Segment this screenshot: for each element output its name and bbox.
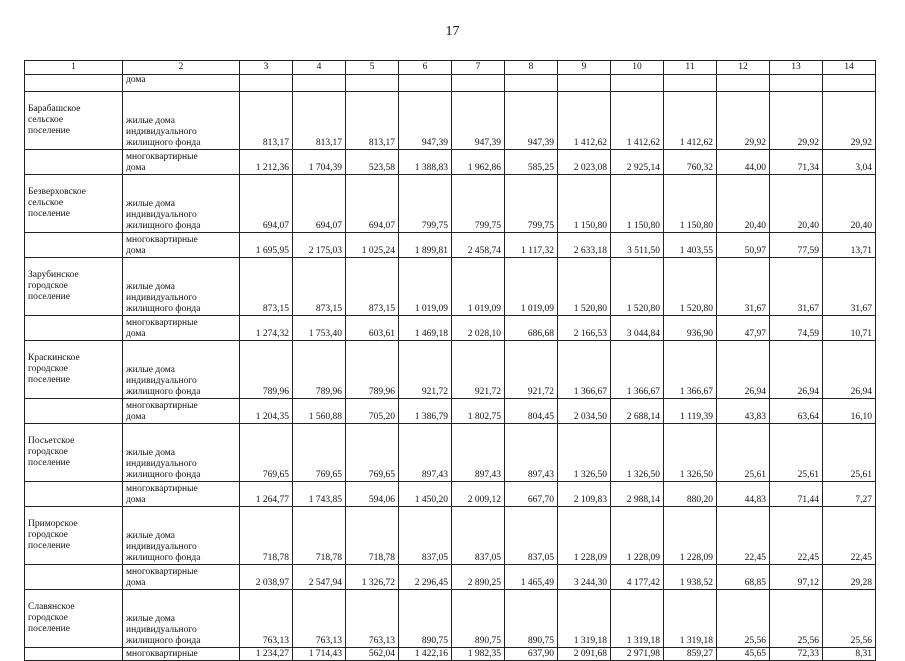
value-cell-col-9: 3 244,30 [558,565,611,590]
column-number-3: 3 [240,61,293,75]
value-cell-col-7: 1 019,09 [452,258,505,316]
value-cell-col-8: 1 465,49 [505,565,558,590]
housing-type-cell: дома [123,75,240,92]
value-cell-col-4: 1 704,39 [293,150,346,175]
settlement-cell [25,565,123,590]
settlement-name-line: городское [28,281,68,291]
column-number-14: 14 [823,61,876,75]
value-cell-col-11: 1 119,39 [664,399,717,424]
table-row [25,150,876,175]
table-row [25,92,876,150]
value-cell-col-7: 2 890,25 [452,565,505,590]
value-cell-col-10: 2 688,14 [611,399,664,424]
value-cell-col-4: 813,17 [293,92,346,150]
value-cell-col-14: 13,71 [823,233,876,258]
value-cell-col-10: 1 366,67 [611,341,664,399]
settlement-cell [25,75,123,92]
housing-type-line: жилые дома [126,531,175,541]
housing-type-line: многоквартирные [126,152,198,162]
value-cell-col-8: 804,45 [505,399,558,424]
value-cell-col-8: 947,39 [505,92,558,150]
value-cell-col-11: 1 366,67 [664,341,717,399]
value-cell-col-7: 1 982,35 [452,648,505,661]
value-cell-col-14: 3,04 [823,150,876,175]
housing-type-line: жилые дома [126,614,175,624]
settlement-cell [25,590,123,648]
value-cell-col-11: 1 403,55 [664,233,717,258]
housing-type-line: индивидуального [126,376,197,386]
settlement-cell [25,316,123,341]
housing-type-line: жилые дома [126,365,175,375]
table-row [25,482,876,507]
column-number-11: 11 [664,61,717,75]
value-cell-col-14: 16,10 [823,399,876,424]
housing-type-line: многоквартирные [126,649,198,659]
housing-type-line: дома [126,163,146,173]
table-row [25,175,876,233]
housing-type-line: жилищного фонда [126,387,201,397]
table-row [25,565,876,590]
value-cell-col-9: 1 319,18 [558,590,611,648]
column-number-5: 5 [346,61,399,75]
value-cell-col-5: 523,58 [346,150,399,175]
value-cell-col-6: 1 019,09 [399,258,452,316]
housing-type-line: многоквартирные [126,567,198,577]
continuation-row [25,75,876,92]
column-number-6: 6 [399,61,452,75]
settlement-name-line: поселение [28,541,70,551]
value-cell-col-13: 74,59 [770,316,823,341]
settlement-cell [25,507,123,565]
value-cell-col-10: 4 177,42 [611,565,664,590]
value-cell-col-3: 1 212,36 [240,150,293,175]
value-cell-col-11: 1 412,62 [664,92,717,150]
value-cell-col-14: 25,61 [823,424,876,482]
housing-type-line: жилые дома [126,199,175,209]
value-cell-col-6: 2 296,45 [399,565,452,590]
value-cell-col-13: 71,34 [770,150,823,175]
settlement-name-line: поселение [28,292,70,302]
value-cell-col-11: 760,32 [664,150,717,175]
value-cell-col-8: 799,75 [505,175,558,233]
value-cell-col-11: 1 326,50 [664,424,717,482]
settlement-name-line: городское [28,364,68,374]
value-cell-col-12: 22,45 [717,507,770,565]
table-body [25,61,876,661]
value-cell-col-13: 77,59 [770,233,823,258]
housing-type-line: дома [126,578,146,588]
column-number-9: 9 [558,61,611,75]
settlement-cell [25,258,123,316]
table-row [25,648,876,661]
value-cell-col-6: 799,75 [399,175,452,233]
housing-type-line: жилищного фонда [126,221,201,231]
value-cell-col-7: 799,75 [452,175,505,233]
value-cell-col-14: 8,31 [823,648,876,661]
value-cell-col-13: 26,94 [770,341,823,399]
value-cell-col-13: 25,56 [770,590,823,648]
value-cell-col-10: 1 412,62 [611,92,664,150]
settlement-cell [25,341,123,399]
value-cell-col-12: 68,85 [717,565,770,590]
value-cell-col-13: 25,61 [770,424,823,482]
value-cell-col-8: 637,90 [505,648,558,661]
value-cell-col-5: 763,13 [346,590,399,648]
value-cell-col-5: 562,04 [346,648,399,661]
value-cell-col-3: 1 234,27 [240,648,293,661]
housing-type-line: дома [126,329,146,339]
housing-type-cell [123,399,240,424]
housing-type-line: многоквартирные [126,401,198,411]
value-cell-col-5: 705,20 [346,399,399,424]
housing-type-line: жилищного фонда [126,553,201,563]
table-row [25,424,876,482]
settlement-name-line: городское [28,613,68,623]
table-row [25,233,876,258]
table-row [25,258,876,316]
value-cell-col-9: 2 633,18 [558,233,611,258]
settlement-cell [25,92,123,150]
value-cell-col-5: 594,06 [346,482,399,507]
value-cell-col-7: 2 009,12 [452,482,505,507]
value-cell-col-6: 1 469,18 [399,316,452,341]
value-cell-col-5: 789,96 [346,341,399,399]
settlement-name-line: Краскинское [28,353,80,363]
value-cell-col-12: 20,40 [717,175,770,233]
column-number-8: 8 [505,61,558,75]
column-number-row [25,61,876,75]
table-row [25,507,876,565]
value-cell-col-11: 1 319,18 [664,590,717,648]
housing-type-line: многоквартирные [126,484,198,494]
value-cell-col-14: 25,56 [823,590,876,648]
housing-type-line: индивидуального [126,127,197,137]
table-row [25,590,876,648]
housing-type-line: жилые дома [126,448,175,458]
value-cell-col-10: 1 520,80 [611,258,664,316]
housing-type-cell [123,424,240,482]
value-cell-col-9: 1 150,80 [558,175,611,233]
value-cell-col-10: 1 319,18 [611,590,664,648]
housing-type-cell [123,175,240,233]
value-cell-col-13: 72,33 [770,648,823,661]
value-cell-col-3: 1 274,32 [240,316,293,341]
settlement-name-line: поселение [28,209,70,219]
housing-type-line: дома [126,495,146,505]
value-cell-col-6: 1 386,79 [399,399,452,424]
housing-type-line: дома [126,246,146,256]
value-cell-col-4: 873,15 [293,258,346,316]
column-number-13: 13 [770,61,823,75]
value-cell-col-6: 890,75 [399,590,452,648]
housing-type-cell [123,258,240,316]
value-cell-col-11: 1 938,52 [664,565,717,590]
value-cell-col-7: 2 458,74 [452,233,505,258]
value-cell-col-14: 10,71 [823,316,876,341]
value-cell-col-14: 29,92 [823,92,876,150]
value-cell-col-6: 1 450,20 [399,482,452,507]
housing-type-cell [123,565,240,590]
value-cell-col-10: 1 150,80 [611,175,664,233]
housing-type-line: индивидуального [126,210,197,220]
settlement-name-line: Барабашское [28,104,81,114]
value-cell-col-13: 71,44 [770,482,823,507]
value-cell-col-7: 890,75 [452,590,505,648]
value-cell-col-11: 1 150,80 [664,175,717,233]
housing-type-line: индивидуального [126,293,197,303]
value-cell-col-8: 1 117,32 [505,233,558,258]
value-cell-col-5: 769,65 [346,424,399,482]
value-cell-col-6: 1 388,83 [399,150,452,175]
housing-type-cell [123,341,240,399]
settlement-cell [25,424,123,482]
settlement-name-line: Посьетское [28,436,75,446]
housing-type-cell [123,482,240,507]
value-cell-col-9: 1 366,67 [558,341,611,399]
settlement-name-line: поселение [28,458,70,468]
value-cell-col-10: 2 925,14 [611,150,664,175]
value-cell-col-13: 63,64 [770,399,823,424]
value-cell-col-11: 1 520,80 [664,258,717,316]
value-cell-col-4: 789,96 [293,341,346,399]
value-cell-col-7: 947,39 [452,92,505,150]
value-cell-col-4: 718,78 [293,507,346,565]
value-cell-col-7: 921,72 [452,341,505,399]
value-cell-col-5: 1 025,24 [346,233,399,258]
housing-type-line: жилищного фонда [126,138,201,148]
value-cell-col-13: 97,12 [770,565,823,590]
value-cell-col-6: 921,72 [399,341,452,399]
value-cell-col-3: 1 204,35 [240,399,293,424]
value-cell-col-14: 20,40 [823,175,876,233]
housing-type-line: жилые дома [126,116,175,126]
settlement-cell [25,399,123,424]
value-cell-col-9: 1 520,80 [558,258,611,316]
value-cell-col-9: 2 109,83 [558,482,611,507]
value-cell-col-8: 1 019,09 [505,258,558,316]
value-cell-col-5: 1 326,72 [346,565,399,590]
value-cell-col-10: 2 971,98 [611,648,664,661]
housing-type-line: индивидуального [126,459,197,469]
value-cell-col-11: 1 228,09 [664,507,717,565]
housing-type-line: жилищного фонда [126,636,201,646]
settlement-cell [25,482,123,507]
housing-type-line: жилые дома [126,282,175,292]
value-cell-col-14: 22,45 [823,507,876,565]
value-cell-col-5: 813,17 [346,92,399,150]
value-cell-col-12: 25,61 [717,424,770,482]
settlement-name-line: сельское [28,198,64,208]
value-cell-col-4: 1 753,40 [293,316,346,341]
housing-type-line: жилищного фонда [126,470,201,480]
value-cell-col-9: 1 326,50 [558,424,611,482]
column-number-2: 2 [123,61,240,75]
value-cell-col-10: 1 228,09 [611,507,664,565]
value-cell-col-8: 585,25 [505,150,558,175]
value-cell-col-3: 1 695,95 [240,233,293,258]
housing-type-cell [123,233,240,258]
value-cell-col-3: 769,65 [240,424,293,482]
housing-type-cell [123,590,240,648]
settlement-name-line: поселение [28,624,70,634]
value-cell-col-6: 1 422,16 [399,648,452,661]
value-cell-col-8: 667,70 [505,482,558,507]
table-row [25,399,876,424]
settlement-name-line: Безверховское [28,187,86,197]
value-cell-col-14: 31,67 [823,258,876,316]
tariff-table [24,60,876,661]
value-cell-col-8: 686,68 [505,316,558,341]
value-cell-col-12: 43,83 [717,399,770,424]
housing-type-line: многоквартирные [126,318,198,328]
value-cell-col-4: 2 175,03 [293,233,346,258]
value-cell-col-11: 859,27 [664,648,717,661]
value-cell-col-13: 22,45 [770,507,823,565]
value-cell-col-12: 25,56 [717,590,770,648]
column-number-12: 12 [717,61,770,75]
value-cell-col-6: 1 899,81 [399,233,452,258]
housing-type-line: индивидуального [126,625,197,635]
value-cell-col-4: 769,65 [293,424,346,482]
value-cell-col-4: 1 743,85 [293,482,346,507]
value-cell-col-9: 2 023,08 [558,150,611,175]
settlement-name-line: Славянское [28,602,75,612]
settlement-cell [25,648,123,661]
value-cell-col-5: 718,78 [346,507,399,565]
value-cell-col-3: 763,13 [240,590,293,648]
value-cell-col-11: 880,20 [664,482,717,507]
value-cell-col-9: 1 412,62 [558,92,611,150]
settlement-name-line: сельское [28,115,64,125]
housing-type-cell [123,92,240,150]
value-cell-col-14: 7,27 [823,482,876,507]
value-cell-col-12: 50,97 [717,233,770,258]
column-number-7: 7 [452,61,505,75]
housing-type-line: жилищного фонда [126,304,201,314]
settlement-name-line: городское [28,530,68,540]
housing-type-line: дома [126,412,146,422]
value-cell-col-7: 1 962,86 [452,150,505,175]
column-number-1: 1 [25,61,123,75]
table-row [25,341,876,399]
value-cell-col-12: 45,65 [717,648,770,661]
value-cell-col-7: 1 802,75 [452,399,505,424]
value-cell-col-10: 2 988,14 [611,482,664,507]
value-cell-col-7: 897,43 [452,424,505,482]
value-cell-col-13: 31,67 [770,258,823,316]
value-cell-col-10: 3 044,84 [611,316,664,341]
value-cell-col-8: 921,72 [505,341,558,399]
value-cell-col-11: 936,90 [664,316,717,341]
column-number-4: 4 [293,61,346,75]
housing-type-line: индивидуального [126,542,197,552]
table-row [25,316,876,341]
value-cell-col-3: 1 264,77 [240,482,293,507]
housing-type-cell [123,507,240,565]
settlement-cell [25,233,123,258]
value-cell-col-7: 2 028,10 [452,316,505,341]
value-cell-col-12: 31,67 [717,258,770,316]
page-number: 17 [445,24,460,39]
value-cell-col-12: 44,00 [717,150,770,175]
value-cell-col-8: 890,75 [505,590,558,648]
column-number-10: 10 [611,61,664,75]
value-cell-col-10: 3 511,50 [611,233,664,258]
value-cell-col-3: 2 038,97 [240,565,293,590]
settlement-cell [25,150,123,175]
value-cell-col-12: 29,92 [717,92,770,150]
settlement-name-line: поселение [28,375,70,385]
value-cell-col-4: 2 547,94 [293,565,346,590]
value-cell-col-6: 897,43 [399,424,452,482]
value-cell-col-13: 29,92 [770,92,823,150]
value-cell-col-8: 897,43 [505,424,558,482]
value-cell-col-5: 603,61 [346,316,399,341]
value-cell-col-8: 837,05 [505,507,558,565]
settlement-cell [25,175,123,233]
value-cell-col-3: 873,15 [240,258,293,316]
housing-type-cell [123,316,240,341]
value-cell-col-10: 1 326,50 [611,424,664,482]
housing-type-line: многоквартирные [126,235,198,245]
value-cell-col-5: 873,15 [346,258,399,316]
value-cell-col-14: 29,28 [823,565,876,590]
value-cell-col-5: 694,07 [346,175,399,233]
value-cell-col-7: 837,05 [452,507,505,565]
value-cell-col-4: 1 714,43 [293,648,346,661]
value-cell-col-6: 837,05 [399,507,452,565]
settlement-name-line: поселение [28,126,70,136]
value-cell-col-3: 718,78 [240,507,293,565]
value-cell-col-12: 26,94 [717,341,770,399]
value-cell-col-4: 763,13 [293,590,346,648]
value-cell-col-3: 789,96 [240,341,293,399]
value-cell-col-6: 947,39 [399,92,452,150]
housing-type-cell [123,648,240,661]
value-cell-col-9: 1 228,09 [558,507,611,565]
value-cell-col-3: 813,17 [240,92,293,150]
value-cell-col-4: 694,07 [293,175,346,233]
value-cell-col-9: 2 091,68 [558,648,611,661]
value-cell-col-12: 47,97 [717,316,770,341]
value-cell-col-9: 2 166,53 [558,316,611,341]
settlement-name-line: городское [28,447,68,457]
value-cell-col-14: 26,94 [823,341,876,399]
value-cell-col-4: 1 560,88 [293,399,346,424]
settlement-name-line: Приморское [28,519,78,529]
value-cell-col-9: 2 034,50 [558,399,611,424]
settlement-name-line: Зарубинское [28,270,79,280]
value-cell-col-13: 20,40 [770,175,823,233]
value-cell-col-3: 694,07 [240,175,293,233]
value-cell-col-12: 44,83 [717,482,770,507]
housing-type-cell [123,150,240,175]
